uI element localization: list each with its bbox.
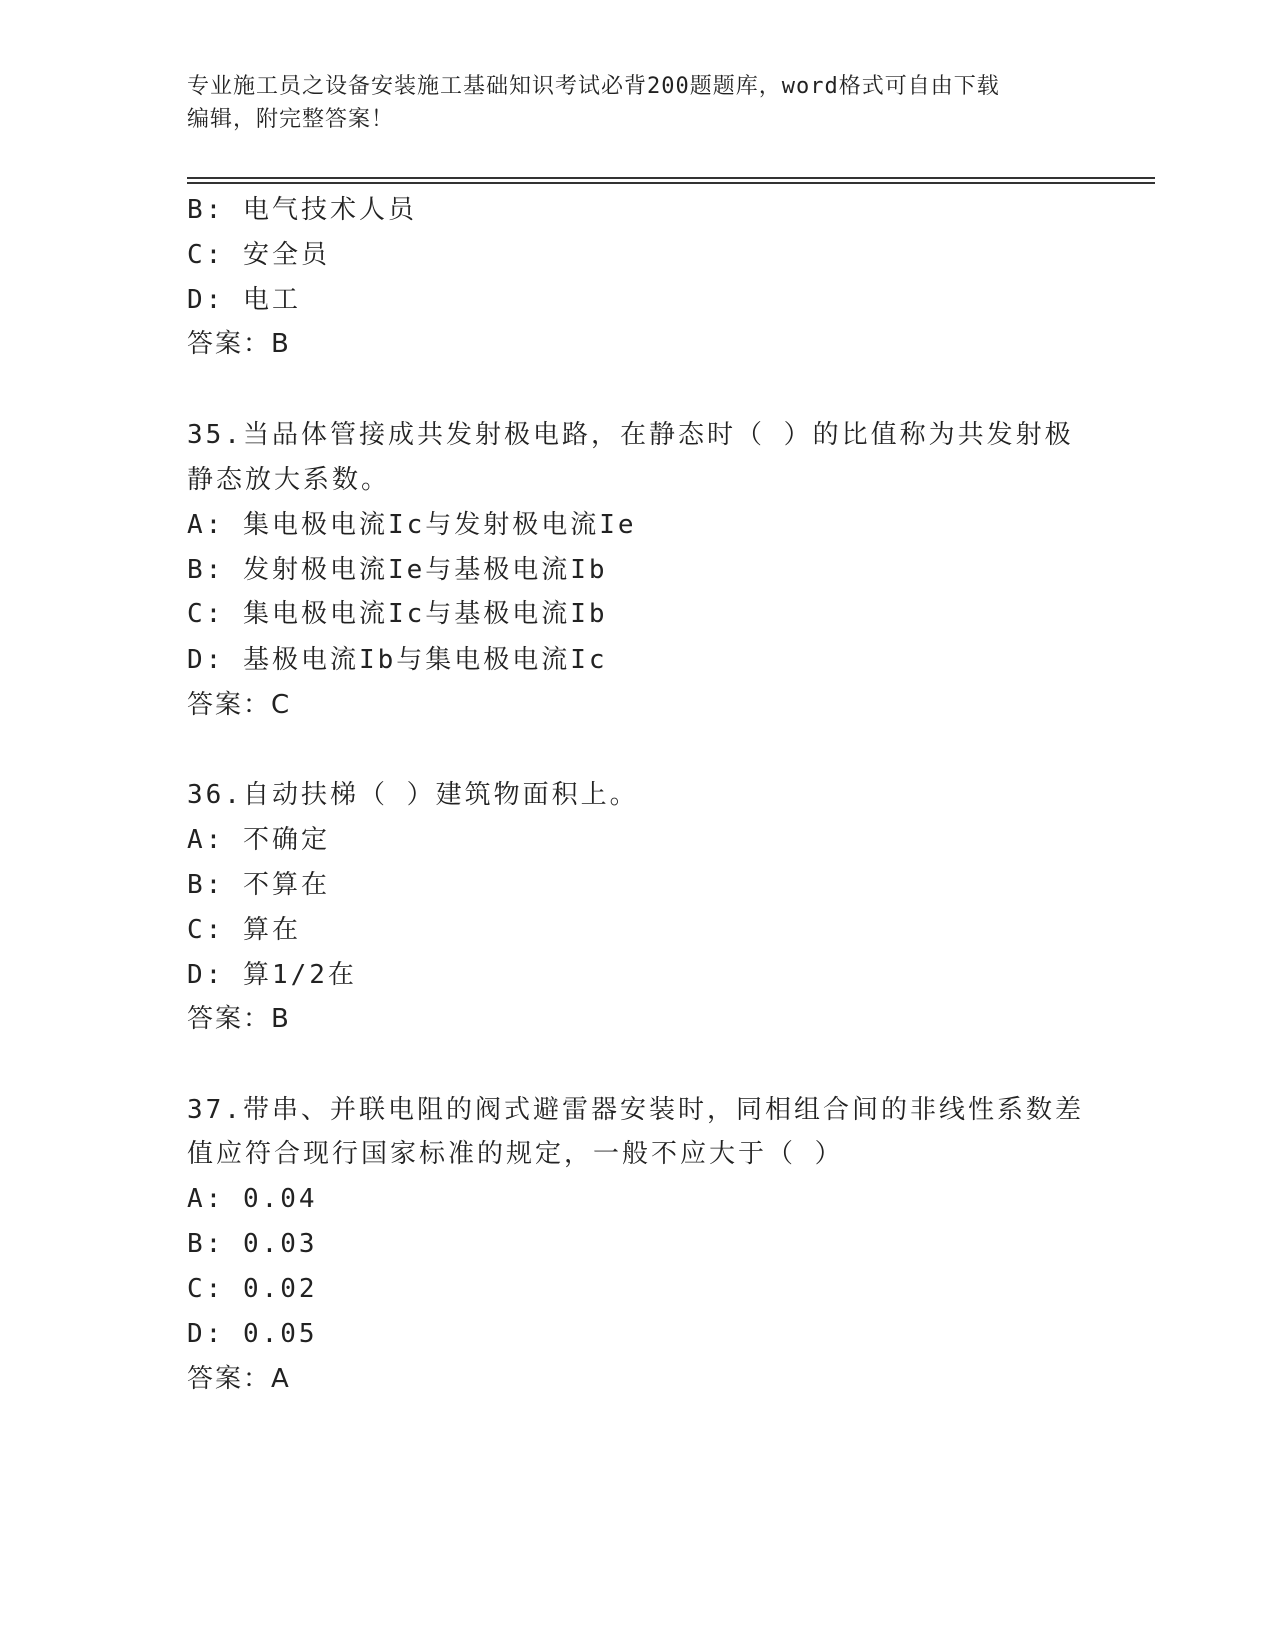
q34-option-c: C: 安全员 [187,240,330,270]
q34-option-d: D: 电工 [187,285,301,315]
q37-option-d: D: 0.05 [187,1319,318,1349]
header-line-1: 专业施工员之设备安装施工基础知识考试必背200题题库，word格式可自由下载 [187,74,1000,99]
q36-option-a: A: 不确定 [187,825,330,855]
q36-option-b: B: 不算在 [187,870,330,900]
q37-option-a: A: 0.04 [187,1184,318,1214]
q35-stem-line-1: 35.当品体管接成共发射极电路，在静态时（ ）的比值称为共发射极 [187,420,1074,450]
q35-option-d: D: 基极电流Ib与集电极电流Ic [187,645,608,675]
q37-answer: 答案：A [187,1364,291,1394]
document-header [187,70,1087,136]
q36-option-c: C: 算在 [187,915,301,945]
q35-stem-line-2: 静态放大系数。 [187,465,391,495]
q37-stem-line-1: 37.带串、并联电阻的阀式避雷器安装时，同相组合间的非线性系数差 [187,1095,1084,1125]
q35-option-c: C: 集电极电流Ic与基极电流Ib [187,599,608,629]
q34-option-b: B: 电气技术人员 [187,195,417,225]
q35-answer: 答案：C [187,690,292,720]
q36-option-d: D: 算1/2在 [187,960,357,990]
q34-answer: 答案：B [187,329,291,359]
q35-option-a: A: 集电极电流Ic与发射极电流Ie [187,510,637,540]
q37-option-c: C: 0.02 [187,1274,318,1304]
q35-option-b: B: 发射极电流Ie与基极电流Ib [187,555,608,585]
q37-stem-line-2: 值应符合现行国家标准的规定，一般不应大于（ ） [187,1139,844,1169]
header-divider-top [187,177,1155,179]
q36-stem-line-1: 36.自动扶梯（ ）建筑物面积上。 [187,780,639,810]
header-divider-bottom [187,182,1155,184]
q36-answer: 答案：B [187,1004,291,1034]
q37-option-b: B: 0.03 [187,1229,318,1259]
header-line-2: 编辑，附完整答案！ [187,107,395,132]
